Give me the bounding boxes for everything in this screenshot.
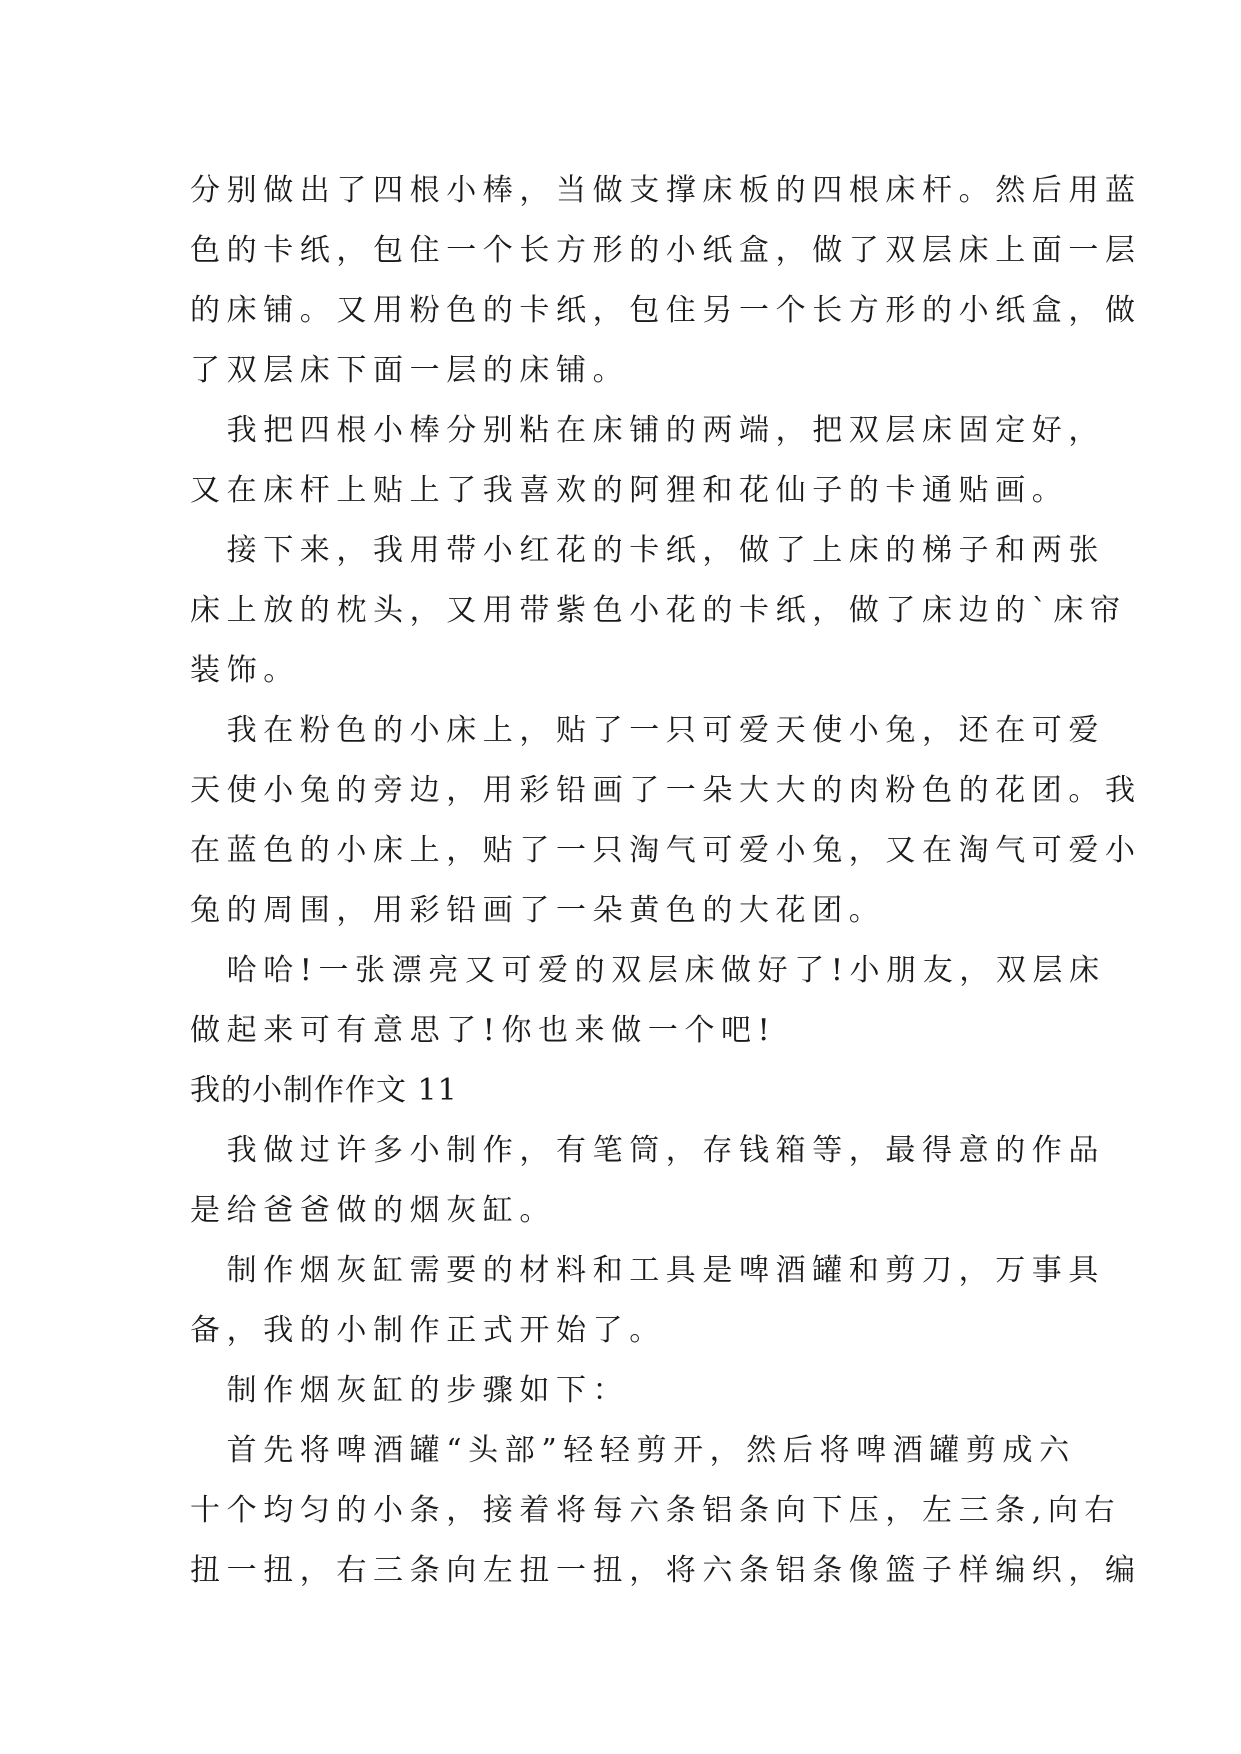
text-line: 天使小兔的旁边，用彩铅画了一朵大大的肉粉色的花团。我	[190, 773, 1142, 808]
text-line: 装饰。	[190, 653, 300, 688]
text-line: 做起来可有意思了!你也来做一个吧!	[190, 1013, 777, 1048]
essay-text	[190, 161, 1142, 1601]
text-line: 床上放的枕头，又用带紫色小花的卡纸，做了床边的`床帘	[190, 593, 1127, 628]
text-line: 哈哈!一张漂亮又可爱的双层床做好了!小朋友，双层床	[190, 953, 1106, 988]
section-heading: 我的小制作作文 11	[190, 1073, 458, 1108]
text-line: 制作烟灰缸需要的材料和工具是啤酒罐和剪刀，万事具	[190, 1253, 1105, 1288]
text-line: 备，我的小制作正式开始了。	[190, 1313, 666, 1348]
text-line: 扭一扭，右三条向左扭一扭，将六条铝条像篮子样编织，编	[190, 1553, 1142, 1588]
text-line: 我做过许多小制作，有笔筒，存钱箱等，最得意的作品	[190, 1133, 1105, 1168]
text-line: 接下来，我用带小红花的卡纸，做了上床的梯子和两张	[190, 533, 1105, 568]
text-line: 兔的周围，用彩铅画了一朵黄色的大花团。	[190, 893, 886, 928]
text-line: 是给爸爸做的烟灰缸。	[190, 1193, 556, 1228]
text-line: 又在床杆上贴上了我喜欢的阿狸和花仙子的卡通贴画。	[190, 473, 1069, 508]
text-line: 首先将啤酒罐“头部”轻轻剪开，然后将啤酒罐剪成六	[190, 1433, 1076, 1468]
text-line: 在蓝色的小床上，贴了一只淘气可爱小兔，又在淘气可爱小	[190, 833, 1142, 868]
text-line: 制作烟灰缸的步骤如下：	[190, 1373, 630, 1408]
text-line: 分别做出了四根小棒，当做支撑床板的四根床杆。然后用蓝	[190, 173, 1142, 208]
text-line: 了双层床下面一层的床铺。	[190, 353, 630, 388]
text-line: 十个均匀的小条，接着将每六条铝条向下压，左三条,向右	[190, 1493, 1122, 1528]
text-line: 色的卡纸，包住一个长方形的小纸盒，做了双层床上面一层	[190, 233, 1142, 268]
text-line: 的床铺。又用粉色的卡纸，包住另一个长方形的小纸盒，做	[190, 293, 1142, 328]
text-line: 我把四根小棒分别粘在床铺的两端，把双层床固定好，	[190, 413, 1105, 448]
text-line: 我在粉色的小床上，贴了一只可爱天使小兔，还在可爱	[190, 713, 1105, 748]
